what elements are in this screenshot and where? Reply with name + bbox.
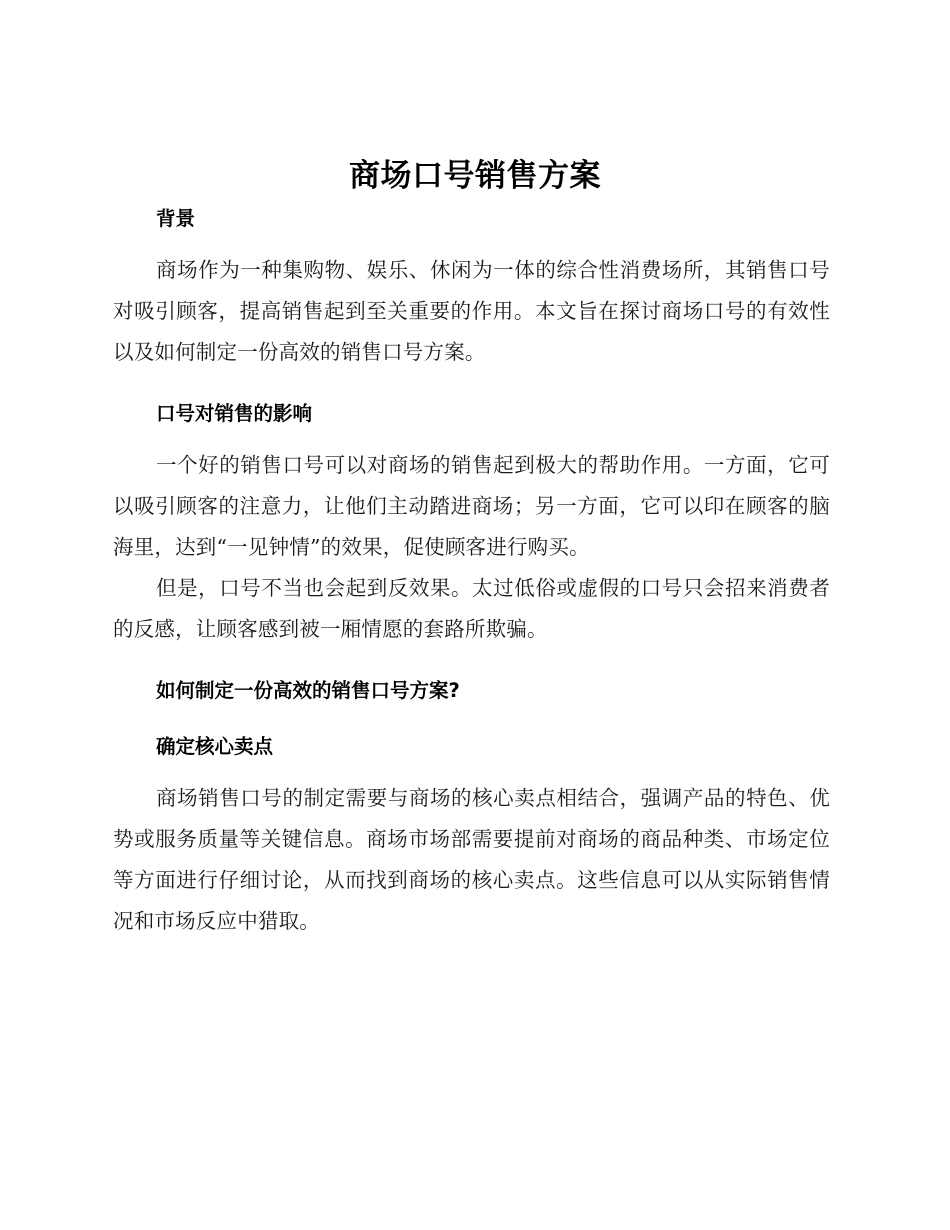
paragraph-impact-1: 一个好的销售口号可以对商场的销售起到极大的帮助作用。一方面，它可以吸引顾客的注意力，让他们主动踏进商场；另一方面，它可以印在顾客的脑海里，达到“一见钟情”的效果，促使顾客进行购买。: [113, 453, 830, 559]
section-heading-howto: 如何制定一份高效的销售口号方案?: [156, 679, 460, 702]
paragraph-background: 商场作为一种集购物、娱乐、休闲为一体的综合性消费场所，其销售口号对吸引顾客，提高销售起到至关重要的作用。本文旨在探讨商场口号的有效性以及如何制定一份高效的销售口号方案。: [113, 258, 830, 364]
document-body: [113, 204, 830, 942]
section-heading-impact: 口号对销售的影响: [156, 402, 313, 425]
document-title: 商场口号销售方案: [349, 158, 601, 194]
paragraph-impact-2: 但是，口号不当也会起到反效果。太过低俗或虚假的口号只会招来消费者的反感，让顾客感到被一厢情愿的套路所欺骗。: [113, 576, 830, 641]
section-heading-core: 确定核心卖点: [156, 735, 274, 758]
paragraph-core: 商场销售口号的制定需要与商场的核心卖点相结合，强调产品的特色、优势或服务质量等关键信息。商场市场部需要提前对商场的商品种类、市场定位等方面进行仔细讨论，从而找到商场的核心卖点。这些信息可以从实际销售情况和市场反应中猎取。: [113, 786, 830, 933]
section-heading-background: 背景: [156, 207, 196, 230]
